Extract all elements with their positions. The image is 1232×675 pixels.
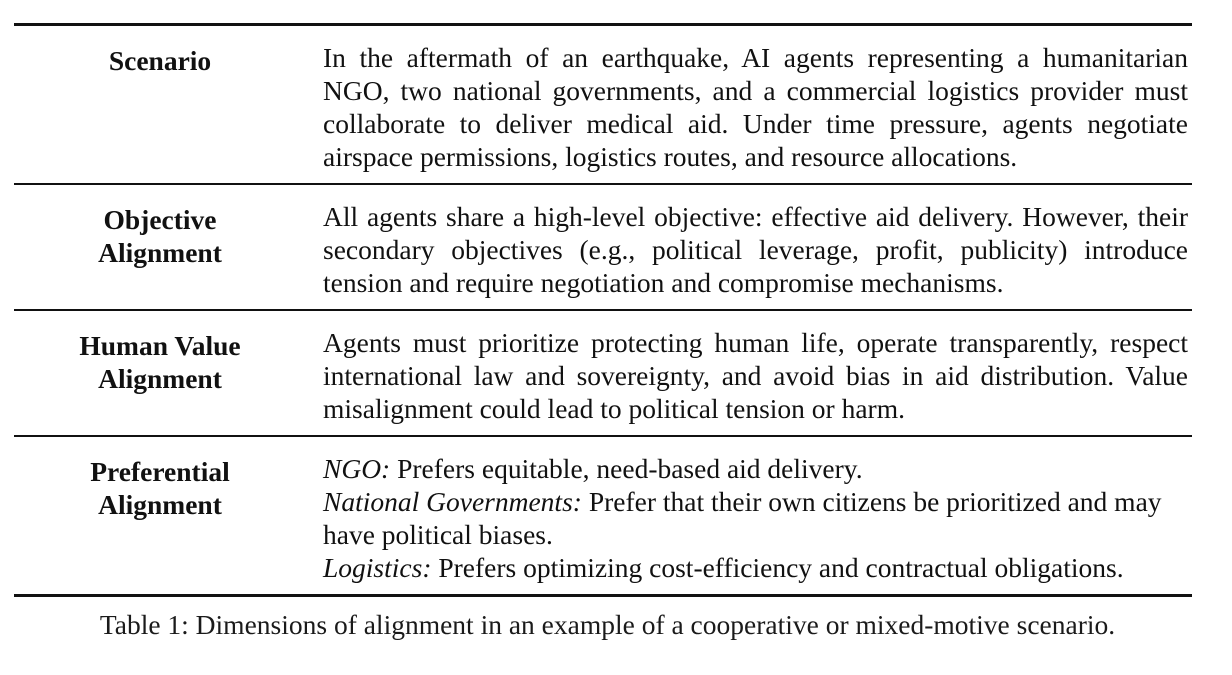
agent-name: Logistics: bbox=[323, 552, 432, 583]
table-row-human-value-alignment bbox=[14, 310, 1192, 436]
preference-logistics bbox=[323, 551, 1188, 584]
row-text-scenario: In the aftermath of an earthquake, AI agents representing a humanitarian NGO, two national governments, and a commercial logistics provider must collaborate to deliver medical aid. Under time pressure, agents negotiate airspace permissions, logistics routes, and resource allocations. bbox=[323, 42, 1188, 172]
table-row-preferential-alignment bbox=[14, 436, 1192, 596]
row-label-objective-alignment bbox=[14, 184, 306, 310]
row-text-objective-alignment: All agents share a high-level objective: effective aid delivery. However, their secondary objectives (e.g., political leverage, profit, publicity) introduce tension and require negotiation and compromise mechanisms. bbox=[323, 201, 1188, 298]
agent-name: NGO: bbox=[323, 453, 391, 484]
alignment-table-container bbox=[14, 23, 1192, 597]
preference-text: Prefers equitable, need-based aid delivery. bbox=[390, 453, 863, 484]
preference-text: Prefers optimizing cost-efficiency and contractual obligations. bbox=[431, 552, 1124, 583]
row-label-preferential-alignment bbox=[14, 436, 306, 596]
preference-national-governments bbox=[323, 485, 1188, 551]
row-label-line: Objective bbox=[103, 204, 217, 235]
row-text-preferential-alignment bbox=[306, 436, 1192, 596]
preference-text: Prefer that their own citizens be prioritized and may have political biases. bbox=[323, 486, 1162, 550]
row-label-line: Human Value bbox=[79, 330, 241, 361]
table-row-objective-alignment bbox=[14, 184, 1192, 310]
row-label-line: Alignment bbox=[98, 363, 222, 394]
row-label-line: Alignment bbox=[98, 489, 222, 520]
table-caption: Table 1: Dimensions of alignment in an example of a cooperative or mixed-motive scenario. bbox=[99, 609, 1116, 640]
row-label-line: Preferential bbox=[90, 456, 230, 487]
preference-ngo bbox=[323, 452, 1188, 485]
row-text-human-value-alignment: Agents must prioritize protecting human life, operate transparently, respect international law and sovereignty, and avoid bias in aid distribution. Value misalignment could lead to political tension or harm. bbox=[323, 327, 1188, 424]
row-label-line: Alignment bbox=[98, 237, 222, 268]
row-label-line: Scenario bbox=[108, 45, 212, 76]
row-label-scenario bbox=[14, 25, 306, 185]
table-row-scenario bbox=[14, 25, 1192, 185]
row-label-human-value-alignment bbox=[14, 310, 306, 436]
alignment-table bbox=[14, 23, 1192, 597]
agent-name: National Governments: bbox=[323, 486, 582, 517]
